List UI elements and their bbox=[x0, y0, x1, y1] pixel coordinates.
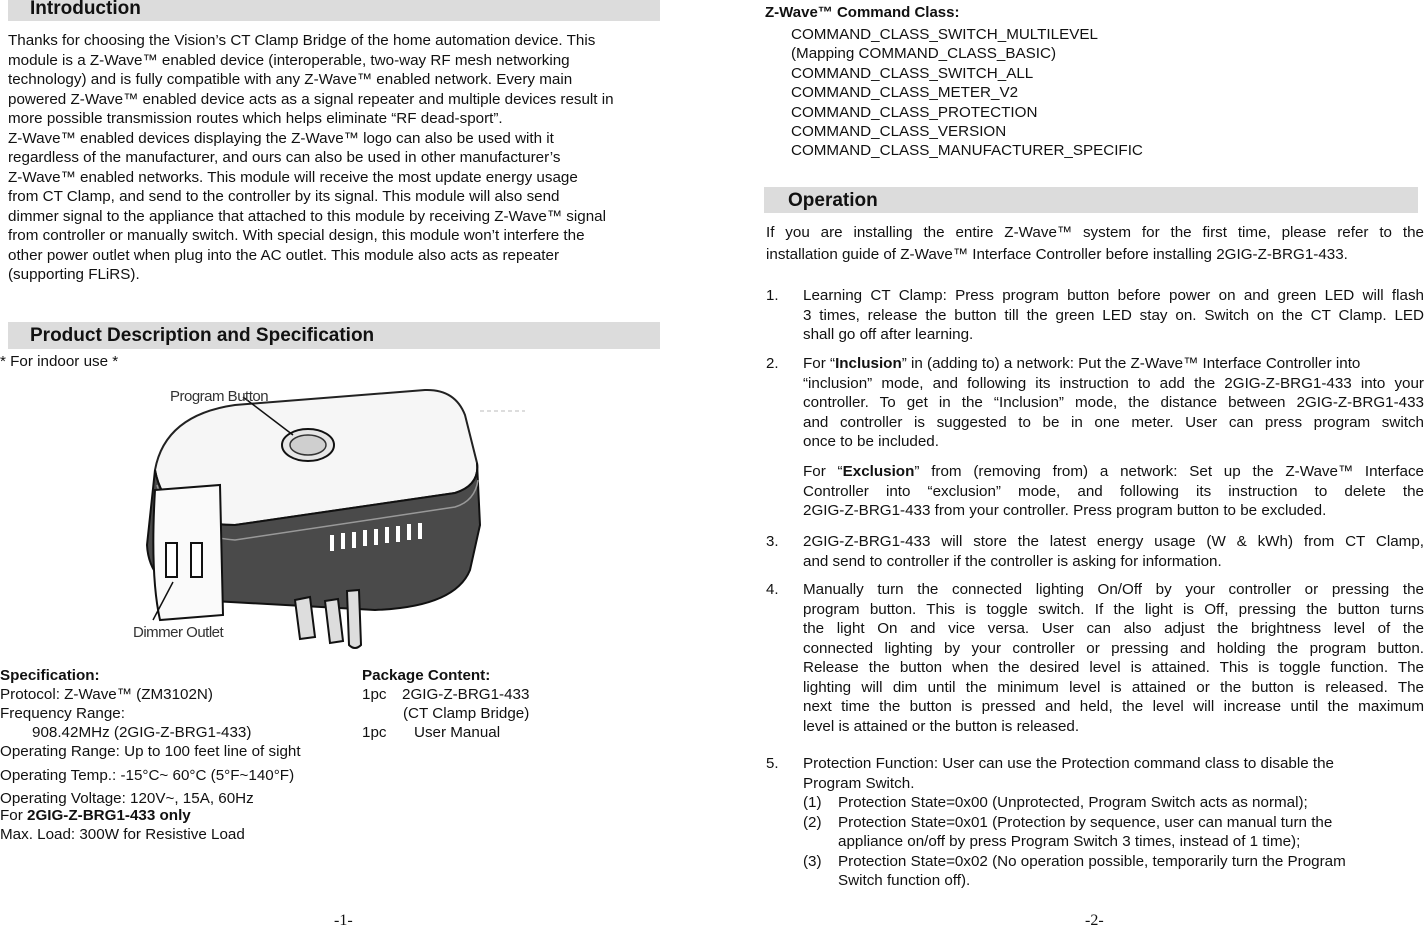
command-class-item: COMMAND_CLASS_METER_V2 bbox=[791, 84, 1019, 102]
dimmer-outlet-label: Dimmer Outlet bbox=[133, 624, 224, 641]
item-number: 1. bbox=[766, 287, 779, 304]
item-4-line: lighting will dim until the minimum level is attained or the button is released. The bbox=[803, 678, 1424, 696]
item-2-pre: For “ bbox=[803, 355, 836, 372]
product-heading: Product Description and Specification bbox=[30, 325, 375, 346]
protection-states bbox=[803, 793, 1424, 891]
protection-state-number: (1) bbox=[803, 794, 822, 811]
program-button-label: Program Button bbox=[170, 388, 269, 405]
package-item-sub: (CT Clamp Bridge) bbox=[403, 705, 530, 722]
item-2-post: ” in (adding to) a network: Put the Z-Wave™ Interface Controller into bbox=[901, 355, 1361, 372]
item-2-line: once to be included. bbox=[803, 433, 939, 450]
inclusion-term: Inclusion bbox=[835, 355, 902, 372]
spec-voltage: Operating Voltage: 120V~, 15A, 60Hz bbox=[0, 790, 254, 807]
item-1-line: shall go off after learning. bbox=[803, 326, 974, 343]
item-2 bbox=[803, 354, 1424, 452]
item-4 bbox=[803, 580, 1424, 736]
item-4-line: level is attained or the button is released. bbox=[803, 717, 1080, 735]
spec-protocol: Protocol: Z-Wave™ (ZM3102N) bbox=[0, 686, 213, 703]
intro-line: from CT Clamp, and send to the controller by its signal. This module will also send bbox=[8, 188, 560, 205]
command-class-item: COMMAND_CLASS_PROTECTION bbox=[791, 103, 1038, 121]
intro-line: regardless of the manufacturer, and ours can also be used in other manufacturer’s bbox=[8, 149, 561, 166]
intro-line: powered Z-Wave™ enabled device acts as a signal repeater and multiple devices result in bbox=[8, 90, 614, 108]
command-class-title: Z-Wave™ Command Class: bbox=[765, 4, 960, 21]
item-2-line: “inclusion” mode, and following its instruction to add the 2GIG-Z-BRG1-433 into your bbox=[803, 374, 1424, 392]
protection-state-line: Protection State=0x00 (Unprotected, Program Switch acts as normal); bbox=[838, 794, 1308, 811]
command-class-item: COMMAND_CLASS_MANUFACTURER_SPECIFIC bbox=[791, 142, 1143, 160]
package-item-name: 2GIG-Z-BRG1-433 bbox=[402, 686, 530, 703]
indoor-note: * For indoor use * bbox=[0, 353, 119, 370]
protection-state-number: (3) bbox=[803, 852, 822, 870]
item-2-first-line bbox=[803, 354, 1424, 374]
protection-state-item bbox=[803, 852, 1424, 891]
spec-title: Specification: bbox=[0, 667, 100, 684]
protection-state-number: (2) bbox=[803, 813, 822, 831]
item-4-line: program button. This is toggle switch. If the light is Off, pressing the button turns bbox=[803, 600, 1424, 618]
protection-state-item bbox=[803, 813, 1424, 852]
item-2b-post: ” from (removing from) a network: Set up the Z-Wave™ Interface bbox=[914, 463, 1424, 480]
spec-for-prefix: For bbox=[0, 807, 28, 824]
command-class-item: (Mapping COMMAND_CLASS_BASIC) bbox=[791, 45, 1057, 63]
item-3-line: 2GIG-Z-BRG1-433 will store the latest energy usage (W & kWh) from CT Clamp, bbox=[803, 533, 1424, 550]
item-number: 3. bbox=[766, 533, 779, 550]
protection-state-item bbox=[803, 793, 1424, 813]
item-3-line: and send to controller if the controller is asking for information. bbox=[803, 552, 1222, 570]
item-1-line: Learning CT Clamp: Press program button before power on and green LED will flash bbox=[803, 287, 1424, 304]
exclusion-term: Exclusion bbox=[842, 463, 915, 480]
spec-frequency-label: Frequency Range: bbox=[0, 705, 125, 722]
outlet-slot-right bbox=[191, 543, 202, 577]
item-5 bbox=[803, 754, 1424, 793]
intro-line: module is a Z-Wave™ enabled device (interoperable, two-way RF mesh networking bbox=[8, 51, 570, 69]
protection-state-line: appliance on/off by press Program Switch 3 times, instead of 1 time); bbox=[838, 833, 1301, 850]
item-1 bbox=[803, 286, 1424, 345]
intro-line: other power outlet when plug into the AC outlet. This module also acts as repeater bbox=[8, 246, 560, 264]
item-2b-line: Controller into “exclusion” mode, and following its instruction to delete the bbox=[803, 482, 1424, 500]
spec-temp: Operating Temp.: -15°C~ 60°C (5°F~140°F) bbox=[0, 767, 295, 784]
command-class-item: COMMAND_CLASS_SWITCH_MULTILEVEL bbox=[791, 26, 1098, 43]
item-4-line: Manually turn the connected lighting On/Off by your controller or pressing the bbox=[803, 581, 1424, 598]
product-heading-bar bbox=[8, 322, 660, 349]
item-4-line: the light On and vice versa. User can also adjust the brightness level of the bbox=[803, 620, 1424, 637]
item-2b-line: 2GIG-Z-BRG1-433 from your controller. Press program button to be excluded. bbox=[803, 502, 1327, 519]
item-number: 2. bbox=[766, 355, 779, 372]
specification-block bbox=[0, 666, 360, 846]
intro-paragraph bbox=[8, 31, 670, 285]
item-3 bbox=[803, 532, 1424, 571]
protection-state-line: Switch function off). bbox=[838, 872, 971, 889]
intro-line: Thanks for choosing the Vision’s CT Clamp Bridge of the home automation device. This bbox=[8, 32, 596, 49]
item-2-exclusion bbox=[803, 462, 1424, 521]
intro-line: dimmer signal to the appliance that attached to this module by receiving Z-Wave™ signal bbox=[8, 207, 606, 225]
intro-line: technology) and is fully compatible with any Z-Wave™ enabled network. Every main bbox=[8, 71, 573, 88]
operation-intro-line: installation guide of Z-Wave™ Interface Controller before installing 2GIG-Z-BRG1-433. bbox=[766, 246, 1348, 263]
spec-model: 2GIG-Z-BRG1-433 only bbox=[27, 807, 191, 824]
product-illustration bbox=[125, 375, 535, 650]
spec-range: Operating Range: Up to 100 feet line of sight bbox=[0, 743, 301, 760]
operation-heading: Operation bbox=[788, 190, 878, 211]
item-4-line: next time the button is pressed and held, the level will increase until the maximum bbox=[803, 698, 1424, 715]
operation-intro bbox=[766, 222, 1424, 266]
outlet-slot-left bbox=[166, 543, 177, 577]
item-2b-pre: For “ bbox=[803, 463, 843, 480]
intro-line: Z-Wave™ enabled networks. This module will receive the most update energy usage bbox=[8, 168, 578, 186]
spec-frequency-value: 908.42MHz (2GIG-Z-BRG1-433) bbox=[32, 724, 252, 741]
operation-intro-line: If you are installing the entire Z-Wave™ system for the first time, please refer to the bbox=[766, 224, 1424, 241]
item-2b-first-line bbox=[803, 462, 1424, 482]
package-qty: 1pc bbox=[362, 724, 387, 741]
intro-line: more possible transmission routes which helps eliminate “RF dead-sport”. bbox=[8, 110, 503, 127]
command-class-item: COMMAND_CLASS_SWITCH_ALL bbox=[791, 64, 1034, 82]
item-number: 5. bbox=[766, 755, 779, 772]
command-class-item: COMMAND_CLASS_VERSION bbox=[791, 123, 1007, 141]
item-4-line: Release the button when the desired level is attained. This is toggle function. The bbox=[803, 659, 1424, 676]
intro-line: (supporting FLiRS). bbox=[8, 266, 140, 283]
package-item bbox=[362, 685, 582, 704]
package-block bbox=[362, 666, 582, 742]
item-2-line: and controller is suggested to be in one meter. User can press program switch bbox=[803, 413, 1424, 431]
intro-line: Z-Wave™ enabled devices displaying the Z-Wave™ logo can also be used with it bbox=[8, 129, 554, 147]
page-number-1: -1- bbox=[334, 912, 353, 929]
protection-state-line: Protection State=0x02 (No operation possible, temporarily turn the Program bbox=[838, 852, 1346, 870]
item-5-line: Program Switch. bbox=[803, 774, 915, 792]
item-number: 4. bbox=[766, 581, 779, 598]
intro-heading-bar bbox=[8, 0, 660, 21]
item-4-line: connected lighting by your controller or pressing and holding the program button. bbox=[803, 639, 1424, 657]
package-qty: 1pc bbox=[362, 686, 387, 703]
intro-heading: Introduction bbox=[30, 0, 141, 19]
page-number-2: -2- bbox=[1085, 912, 1104, 929]
operation-heading-bar bbox=[764, 187, 1418, 213]
package-item bbox=[362, 723, 582, 742]
package-item-name: User Manual bbox=[414, 724, 501, 741]
command-class-list bbox=[791, 25, 1143, 161]
package-title: Package Content: bbox=[362, 667, 491, 684]
protection-state-line: Protection State=0x01 (Protection by sequence, user can manual turn the bbox=[838, 813, 1333, 831]
intro-line: from controller or manually switch. With special design, this module won’t interfere the bbox=[8, 227, 585, 244]
spec-load: Max. Load: 300W for Resistive Load bbox=[0, 826, 245, 843]
item-2-line: controller. To get in the “Inclusion” mode, the distance between 2GIG-Z-BRG1-433 bbox=[803, 394, 1424, 411]
item-5-line: Protection Function: User can use the Protection command class to disable the bbox=[803, 755, 1334, 772]
item-1-line: 3 times, release the button till the green LED stay on. Switch on the CT Clamp. LED bbox=[803, 306, 1424, 324]
spec-model-line bbox=[0, 807, 360, 824]
